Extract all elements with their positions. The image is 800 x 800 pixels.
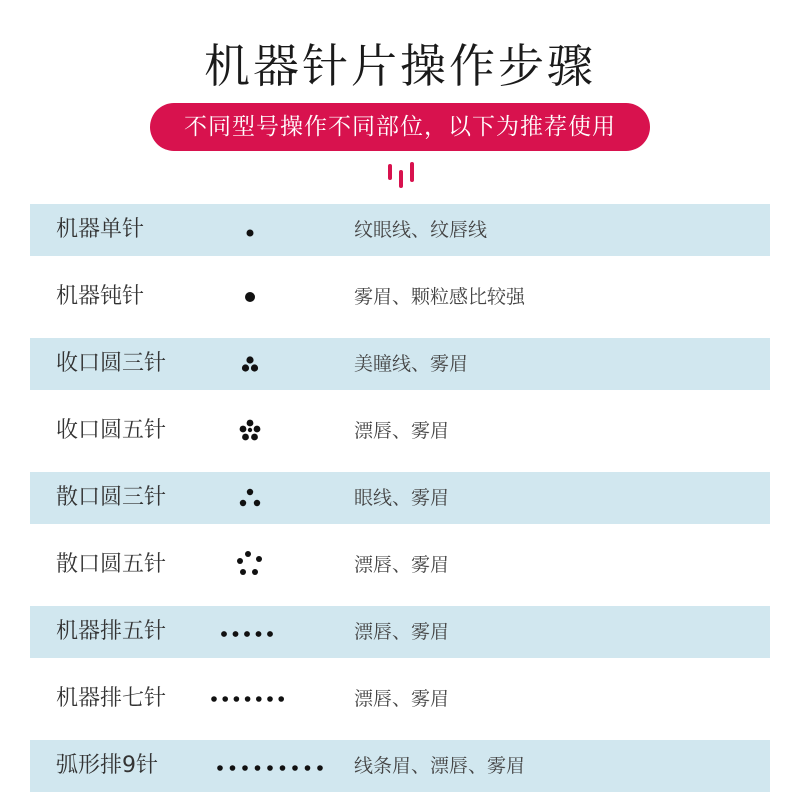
needle-dot: [256, 631, 262, 637]
needle-name: 机器排五针: [56, 619, 167, 644]
arc-row-9-dots-icon-graphic: [210, 740, 330, 792]
needle-usage: 美瞳线、雾眉: [354, 353, 469, 375]
needle-dot: [234, 696, 240, 702]
needle-name: 收口圆五针: [56, 418, 167, 443]
table-row: [30, 204, 770, 256]
table-row: [30, 539, 770, 591]
open-round-5-icon-graphic: [210, 539, 330, 591]
needle-dot: [254, 500, 260, 506]
table-row: [30, 606, 770, 658]
needle-usage: 漂唇、雾眉: [354, 688, 450, 710]
needle-name: 机器钝针: [56, 284, 145, 309]
needle-dot: [233, 631, 239, 637]
table-row: [30, 740, 770, 792]
needle-usage: 漂唇、雾眉: [354, 621, 450, 643]
needle-dot: [242, 364, 249, 371]
needle-dot: [247, 489, 253, 495]
needle-dot: [245, 292, 255, 302]
needle-dot: [267, 765, 273, 771]
open-round-3-icon: [210, 472, 330, 524]
open-round-3-icon-graphic: [210, 472, 330, 524]
row-7-dots-icon-graphic: [210, 673, 330, 725]
needle-name: 弧形排9针: [56, 753, 158, 778]
closed-round-5-icon-graphic: [210, 405, 330, 457]
needle-dot: [267, 696, 273, 702]
blunt-dot-icon-graphic: [210, 271, 330, 323]
decorative-ticks-icon: [386, 162, 416, 188]
needle-dot: [240, 426, 247, 433]
needle-dot: [251, 364, 258, 371]
needle-dot: [256, 696, 262, 702]
table-row: [30, 405, 770, 457]
table-row: [30, 271, 770, 323]
single-dot-icon: [210, 204, 330, 256]
needle-dot: [247, 230, 254, 237]
needle-dot: [252, 569, 258, 575]
row-5-dots-icon-graphic: [210, 606, 330, 658]
needle-dot: [292, 765, 298, 771]
needle-dot: [248, 428, 252, 432]
needle-name: 散口圆五针: [56, 552, 167, 577]
blunt-dot-icon: [210, 271, 330, 323]
needle-usage: 漂唇、雾眉: [354, 554, 450, 576]
needle-dot: [240, 500, 246, 506]
needle-dot: [242, 765, 248, 771]
needle-dot: [246, 356, 253, 363]
open-round-5-icon: [210, 539, 330, 591]
needle-dot: [255, 765, 261, 771]
closed-round-3-icon: [210, 338, 330, 390]
closed-round-3-icon-graphic: [210, 338, 330, 390]
closed-round-5-icon: [210, 405, 330, 457]
page-title: 机器针片操作步骤: [204, 39, 596, 93]
single-dot-icon-graphic: [210, 204, 330, 256]
arc-row-9-dots-icon: [210, 740, 330, 792]
needle-dot: [278, 696, 284, 702]
table-row: [30, 338, 770, 390]
needle-dot: [317, 765, 323, 771]
needle-dot: [242, 434, 249, 441]
needle-dot: [245, 551, 251, 557]
needle-table: [30, 204, 770, 792]
needle-dot: [230, 765, 236, 771]
needle-dot: [237, 558, 243, 564]
needle-usage: 眼线、雾眉: [354, 487, 450, 509]
row-5-dots-icon: [210, 606, 330, 658]
needle-dot: [267, 631, 273, 637]
needle-dot: [222, 696, 228, 702]
needle-dot: [244, 631, 250, 637]
needle-dot: [247, 420, 254, 427]
needle-name: 散口圆三针: [56, 485, 167, 510]
table-row: [30, 472, 770, 524]
needle-name: 机器排七针: [56, 686, 167, 711]
row-7-dots-icon: [210, 673, 330, 725]
table-row: [30, 673, 770, 725]
needle-dot: [254, 426, 261, 433]
needle-dot: [305, 765, 311, 771]
needle-dot: [245, 696, 251, 702]
needle-usage: 雾眉、颗粒感比较强: [354, 286, 526, 308]
needle-dot: [256, 556, 262, 562]
needle-dot: [280, 765, 286, 771]
needle-usage: 漂唇、雾眉: [354, 420, 450, 442]
needle-dot: [251, 434, 258, 441]
needle-dot: [211, 696, 217, 702]
needle-dot: [217, 765, 223, 771]
needle-dot: [240, 569, 246, 575]
needle-name: 机器单针: [56, 217, 145, 242]
needle-usage: 线条眉、漂唇、雾眉: [354, 755, 526, 777]
needle-usage: 纹眼线、纹唇线: [354, 219, 488, 241]
subtitle-banner: 不同型号操作不同部位，以下为推荐使用: [150, 103, 650, 151]
needle-dot: [221, 631, 227, 637]
needle-name: 收口圆三针: [56, 351, 167, 376]
